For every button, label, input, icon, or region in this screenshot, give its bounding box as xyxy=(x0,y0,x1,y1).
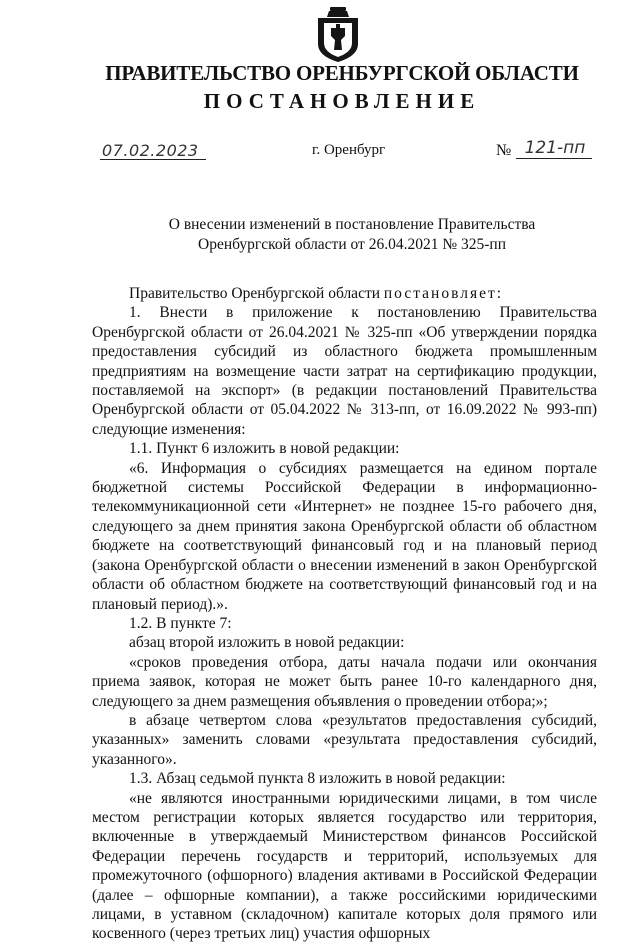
paragraph-1: 1. Внести в приложение к постановлению Правительства Оренбургской области от 26.04.2021 № 325-пп «Об утверждении порядка предоставления субсидий из областного бюджета промышленным предприятиям на возмещение части затрат на сертификацию продукции, поставляемой на экспорт» (в редакции постановлений Правительства Оренбургской области от 05.04.2022 № 313-пп, от 16.09.2022 № 993-пп) следующие изменения: xyxy=(92,304,597,438)
paragraph-1-2-b: «сроков проведения отбора, даты начала подачи или окончания приема заявок, которая не может быть ранее 10-го календарного дня, следующего за днем размещения объявления о проведении отбора;»; xyxy=(92,653,597,710)
paragraph-1-2-a: абзац второй изложить в новой редакции: xyxy=(129,634,405,652)
intro-prefix: Правительство Оренбургской области xyxy=(129,285,381,302)
intro-resolves: постановляет: xyxy=(383,285,504,302)
paragraph-1-3: 1.3. Абзац седьмой пункта 8 изложить в новой редакции: xyxy=(129,770,506,788)
number-sign: № xyxy=(496,142,512,159)
intro-paragraph xyxy=(92,284,597,303)
paragraph-1-3-text: «не являются иностранными юридическими лицами, в том числе местом регистрации которых является государство или территория, включенные в утверждаемый Министерством финансов Российской Федерации перечень государств и территорий, используемых для промежуточного (офшорного) владения активами в Российской Федерации (далее – офшорные компании), а также российскими юридическими лицами, в уставном (складочном) капитале которых доля прямого или косвенного (через третьих лиц) участия офшорных xyxy=(92,789,597,943)
document-date: 07.02.2023 xyxy=(102,141,199,160)
paragraph-1-2-c: в абзаце четвертом слова «результатов предоставления субсидий, указанных» заменить словами «результата предоставления субсидий, указанного». xyxy=(92,711,597,768)
document-city: г. Оренбург xyxy=(312,142,386,158)
document-type: ПОСТАНОВЛЕНИЕ xyxy=(203,89,481,113)
coat-of-arms-icon xyxy=(314,6,362,64)
paragraph-1-1-text: «6. Информация о субсидиях размещается на едином портале бюджетной системы Российской Федерации в информационно-телекоммуникационной сети «Интернет» не позднее 15-го рабочего дня, следующего за днем принятия закона Оренбургской области об областном бюджете на соответствующий финансовый год и на плановый период (закона Оренбургской области о внесении изменений в закон Оренбургской области об областном бюджете на соответствующий финансовый год и на плановый период).». xyxy=(92,459,597,613)
document-number: 121-пп xyxy=(524,138,586,158)
number-underline xyxy=(516,158,592,159)
document-subject xyxy=(120,215,584,255)
date-underline xyxy=(100,159,206,160)
paragraph-1-2: 1.2. В пункте 7: xyxy=(129,614,232,632)
government-title: ПРАВИТЕЛЬСТВО ОРЕНБУРГСКОЙ ОБЛАСТИ xyxy=(105,61,579,85)
subject-line-1: О внесении изменений в постановление Правительства xyxy=(168,216,536,233)
document-body xyxy=(92,284,597,944)
subject-line-2: Оренбургской области от 26.04.2021 № 325-пп xyxy=(198,236,506,253)
paragraph-1-1: 1.1. Пункт 6 изложить в новой редакции: xyxy=(129,440,400,458)
